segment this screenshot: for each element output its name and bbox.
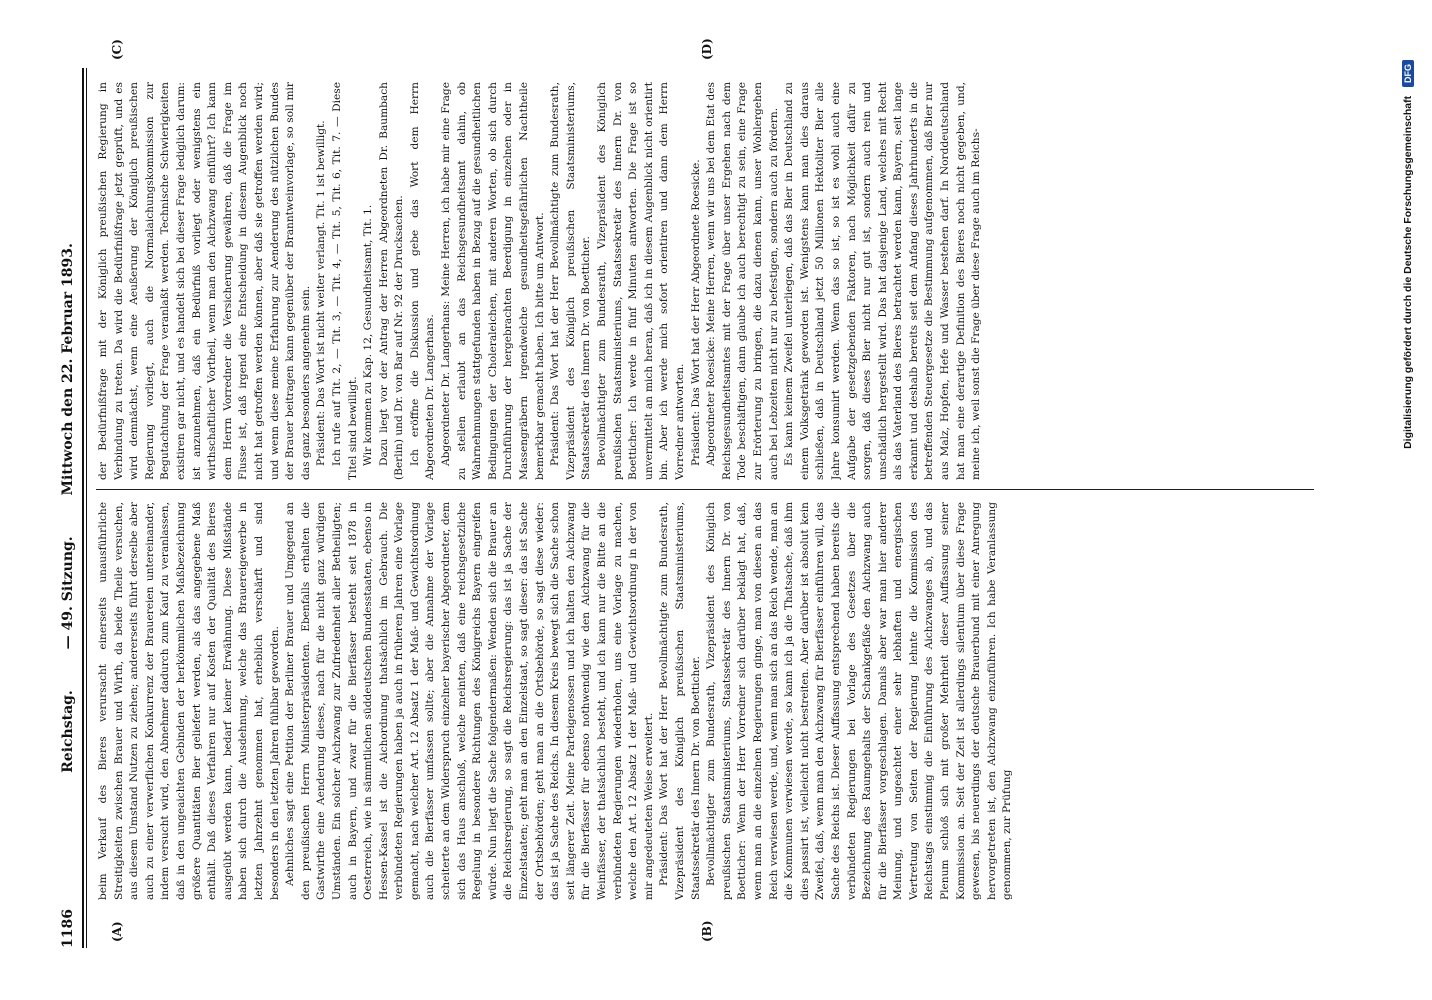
margin-letter-a: (A) (110, 921, 124, 942)
funding-text: Digitalisierung gefördert durch die Deutsche Forschungsgemeinschaft (1402, 95, 1414, 449)
header-rule (82, 68, 84, 948)
paragraph: Es kann keinem Zweifel unterliegen, daß das Bier in Deutschland zu einem Volksgetränk geworden ist. Wenigstens kann man dies daraus schließen, daß in Deutschland jetzt 50 Millionen Hektoliter Bier alle Jahre konsumirt werden. Wenn das so ist, so ist es wohl auch eine Aufgabe der gesetzgebenden Faktoren, nach Möglichkeit dafür zu sorgen, daß dieses Bier nicht nur gut ist, sondern auch rein und unschädlich hergestellt wird. Das hat dasjenige Land, welches mit Recht als das Vaterland des Bieres betrachtet werden kann, Bayern, seit lange erkannt und deshalb bereits seit dem Anfang dieses Jahrhunderts in die betreffenden Steuergesetze die Bestimmung aufgenommen, daß Bier nur aus Malz, Hopfen, Hefe und Wasser bestehen darf. In Norddeutschland hat man eine derartige Definition des Bieres noch nicht gegeben, und, meine ich, weil sonst die Frage über diese Frage auch im Reichs- (783, 82, 983, 480)
running-title-session: — 49. Sitzung. (60, 536, 76, 650)
margin-letter-c: (C) (110, 39, 124, 60)
paragraph: Bevollmächtigter zum Bundesrath, Vizepräsident des Königlich preußischen Staatsministeriums, Staatssekretär des Innern Dr. von Boetticher: Ich werde in fünf Minuten antworten. Die Frage ist so unvermittelt an mich heran, daß ich in diesem Augenblick nicht orientirt bin. Aber ich werde mich sofort orientiren und dann dem Herrn Vorredner antworten. (596, 82, 686, 480)
left-column (96, 502, 1314, 900)
paragraph: Präsident: Das Wort hat der Herr Abgeordnete Roesicke. (689, 159, 702, 466)
page-number: 1186 (60, 909, 76, 948)
right-column (96, 82, 1314, 480)
running-title-body: Reichstag. (60, 690, 76, 773)
column-divider (96, 489, 1314, 490)
header-rule-thin (86, 68, 87, 948)
paragraph: Abgeordneter Roesicke: Meine Herren, wenn wir uns bei dem Etat des Reichsgesundheitsamtes mit der Frage über unser Ergehen nach dem Tode beschäftigen, dann glaube ich auch berechtigt zu sein, eine Frage zur Erörterung zu bringen, die dazu dienen kann, unser Wohlergehen auch bei Lebzeiten nicht nur zu befestigen, sondern auch zu fördern. (705, 82, 780, 480)
paragraph: Bevollmächtigter zum Bundesrath, Vizepräsident des Königlich preußischen Staatsministeriums, Staatssekretär des Innern Dr. von Boetticher: Wenn der Herr Vorredner sich darüber beklagt hat, daß, wenn man an die einzelnen Regierungen ginge, man von diesen an das Reich verwiesen werde, und, wenn man sich an das Reich wende, man an die Kommunen verwiesen werde, so kann ich ja die Thatsache, daß ihm dies passirt ist, vielleicht nicht bestreiten. Aber darüber ist absolut kein Zweifel, daß, wenn man den Aichzwang für Bierfässer einführen will, das Sache des Reichs ist. Dieser Auffassung entsprechend haben bereits die verbündeten Regierungen bei Vorlage des Gesetzes über die Bezeichnung des Raumgehalts der Schankgefäße den Aichzwang auch für die Bierfässer vorgeschlagen. Damals aber war man hier anderer Meinung, und ungeachtet einer sehr lebhaften und energischen Vertretung von Seiten der Regierung lehnte die Kommission des Reichstags einstimmig die Einführung des Aichzwanges ab, und das Plenum schloß sich mit großer Mehrheit dieser Auffassung seiner Kommission an. Seit der Zeit ist allerdings silentium über diese Frage gewesen, bis neuerdings der deutsche Brauerbund mit einer Anregung hervorgetreten ist, den Aichzwang einzuführen. Ich habe Veranlassung genommen, zur Prüfung (705, 502, 1014, 900)
paragraph: der Bedürfnißfrage mit der Königlich preußischen Regierung in Verbindung zu treten. Da wird die Bedürfnißfrage jetzt geprüft, und es wird demnächst, wenn eine Aeußerung der Königlich preußischen Regierung vorliegt, auch die Normalaichungskommission zur Begutachtung der Frage veranlaßt werden. Technische Schwierigkeiten existiren gar nicht, und es handelt sich bei dieser Frage lediglich darum: ist anzunehmen, daß ein Bedürfniß vorliegt oder wenigstens ein wirthschaftlicher Vortheil, wenn man den Aichzwang einführt? Ich kann dem Herrn Vorredner die Versicherung gewähren, daß die Frage im Flusse ist, daß irgend eine Entscheidung in diesem Augenblick noch nicht hat getroffen werden können, aber daß sie getroffen werden wird; und wenn diese meine Erfahrung zur Aenderung des nützlichen Bundes der Brauer beitragen kann gegenüber der Branntweinvorlage, so soll mir das ganz besonders angenehm sein. (97, 82, 312, 480)
margin-letter-b: (B) (700, 920, 714, 942)
paragraph: Wir kommen zu Kap. 12, Gesundheitsamt, Tit. 1. (362, 204, 375, 466)
margin-letter-d: (D) (700, 38, 714, 60)
paragraph: Präsident: Das Wort ist nicht weiter verlangt. Tit. 1 ist bewilligt. (315, 120, 328, 466)
paragraph: Ich rufe auf Tit. 2, — Tit. 3, — Tit. 4, — Tit. 5, Tit. 6, Tit. 7. — Diese Titel sind bewilligt. (330, 82, 359, 480)
page-header (58, 68, 82, 948)
paragraph: Ich eröffne die Diskussion und gebe das Wort dem Herrn Abgeordneten Dr. Langerhans. (408, 82, 437, 480)
dfg-logo: DFG (1402, 60, 1414, 87)
funding-footer (1402, 60, 1422, 940)
running-title (60, 68, 76, 948)
paragraph: Präsident: Das Wort hat der Herr Bevollmächtigte zum Bundesrath, Vizepräsident des Königlich preußischen Staatsministeriums, Staatssekretär des Innern Dr. von Boetticher. (549, 82, 593, 480)
paragraph: Dazu liegt vor der Antrag der Herren Abgeordneten Dr. Baumbach (Berlin) und Dr. von Bar auf Nr. 92 der Drucksachen. (377, 82, 406, 480)
paragraph: beim Verkauf des Bieres verursacht einerseits unausführliche Streitigkeiten zwischen Brauer und Wirth, da beide Theile versuchen, aus diesem Umstand Nutzen zu ziehen; andererseits führt derselbe aber auch zu einer verwerflichen Konkurrenz der Brauereien untereinander, indem versucht wird, den Abnehmer dadurch zum Kauf zu veranlassen, daß in den ungeaichten Gebinden der herkömmlichen Maßbezeichnung größere Quantitäten Bier geliefert werden, als das angegebene Maß enthält. Daß dieses Verfahren nur auf Kosten der Qualität des Bieres ausgeübt werden kann, bedarf keiner Erwähnung. Diese Mißstände haben sich durch die Ausdehnung, welche das Brauereigewerbe in letzten Jahrzehnt genommen hat, erheblich verschärft und sind besonders in den letzten Jahren fühlbar geworden. (97, 502, 281, 900)
paragraph: Abgeordneter Dr. Langerhans: Meine Herren, ich habe mir eine Frage zu stellen erlaubt an das Reichsgesundheitsamt dahin, ob Wahrnehmungen stattgefunden haben in Bezug auf die gesundheitlichen Bedingungen der Choleraleichen, mit anderen Worten, ob sich durch Durchführung der hergebrachten Beerdigung in einzelnen oder in Massengräbern irgendwelche gesundheitsgefährlichen Nachtheile bemerkbar gemacht haben. Ich bitte um Antwort. (440, 82, 546, 480)
paragraph: Präsident: Das Wort hat der Herr Bevollmächtigte zum Bundesrath, Vizepräsident des Königlich preußischen Staatsministeriums, Staatssekretär des Innern Dr. von Boetticher. (658, 502, 702, 900)
paragraph: Aehnliches sagt eine Petition der Berliner Brauer und Umgegend an den preußischen Herrn Ministerpräsidenten. Ebenfalls erhalten die Gastwirthe eine Aenderung dieses, nach für die nicht ganz würdigen Umständen. Ein solcher Aichzwang zur Zufriedenheit aller Betheiligten; auch in Bayern, und zwar für die Bierfässer besteht seit 1878 in Oesterreich, wie in sämmtlichen süddeutschen Bundesstaaten, ebenso in Hessen-Kassel ist die Aichordnung thatsächlich im Gebrauch. Die verbündeten Regierungen haben ja auch in früheren Jahren eine Vorlage gemacht, nach welcher Art. 12 Absatz 1 der Maß- und Gewichtsordnung auch die Bierfässer umfassen sollte; aber die Annahme der Vorlage scheiterte an dem Widerspruch einzelner bayerischer Abgeordneter, dem sich das Haus anschloß, welche meinten, daß eine reichsgesetzliche Regelung in besondere Richtungen des Königreichs Bayern eingreifen würde. Nun liegt die Sache folgendermaßen: Wenden sich die Brauer an die Reichsregierung, so sagt die Reichsregierung: das ist ja Sache der Einzelstaaten; geht man an den Einzelstaat, so sagt dieser: das ist Sache der Ortsbehörden; geht man an die Ortsbehörde, so sagt diese wieder: das ist ja Sache des Reichs. In diesem Kreis bewegt sich die Sache schon seit längerer Zeit. Meine Parteigenossen und ich halten den Aichzwang für die Bierfässer für ebenso nothwendig wie den Aichzwang für die Weinfässer, der thatsächlich besteht, und ich kann nur die Bitte an die verbündeten Regierungen wiederholen, uns eine Vorlage zu machen, welche den Art. 12 Absatz 1 der Maß- und Gewichtsordnung in der von mir angedeuteten Weise erweitert. (284, 502, 655, 900)
running-title-date: Mittwoch den 22. Februar 1893. (60, 243, 76, 496)
